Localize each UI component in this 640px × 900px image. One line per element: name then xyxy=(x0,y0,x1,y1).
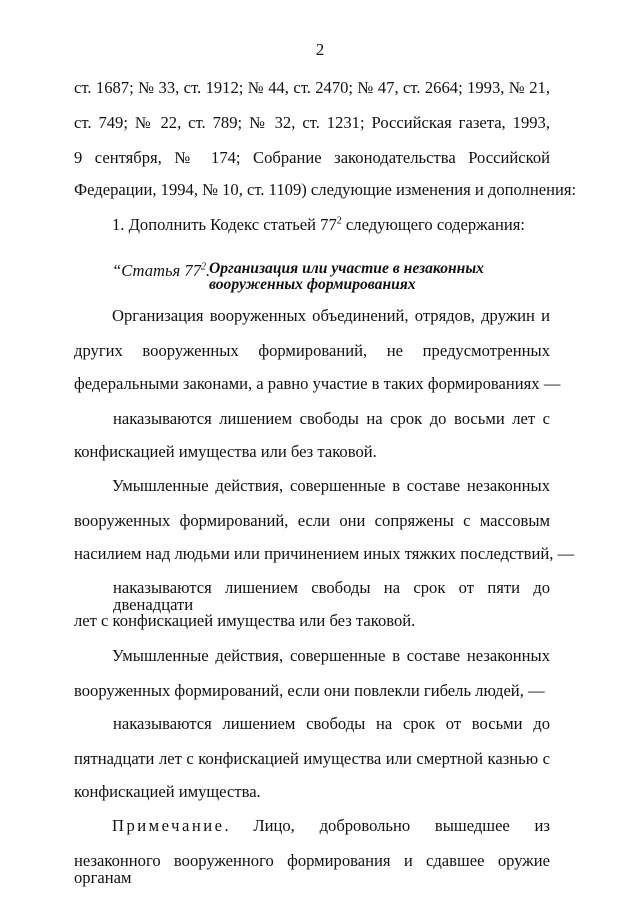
note-line-1-text: . Лицо, добровольно вышедшее из xyxy=(224,816,550,835)
article-heading xyxy=(112,260,512,293)
article-label-superscript: 2 xyxy=(201,261,207,273)
body-line-12: вооруженных формирований, если они повлекли гибель людей, — xyxy=(74,681,545,700)
intro-line-1: ст. 1687; № 33, ст. 1912; № 44, ст. 2470; № 47, ст. 2664; 1993, № 21, xyxy=(74,78,550,97)
article-title-line-1: Организация или участие в незаконных xyxy=(209,260,484,277)
body-line-9: наказываются лишением свободы на срок от пяти до двенадцати xyxy=(113,578,550,614)
body-line-3: федеральными законами, а равно участие в таких формированиях — xyxy=(74,374,561,393)
body-line-7: вооруженных формирований, если они сопряжены с массовым xyxy=(74,511,550,530)
note-line-1 xyxy=(112,818,550,835)
note-line-2: незаконного вооруженного формирования и сдавшее оружие органам xyxy=(74,851,550,887)
body-line-8: насилием над людьми или причинением иных тяжких последствий, — xyxy=(74,544,575,563)
page-number: 2 xyxy=(315,40,325,59)
body-line-11: Умышленные действия, совершенные в составе незаконных xyxy=(112,646,550,665)
body-line-6: Умышленные действия, совершенные в составе незаконных xyxy=(112,476,550,495)
article-label-text: “Статья 77 xyxy=(112,261,202,280)
body-line-13: наказываются лишением свободы на срок от восьми до xyxy=(113,714,550,733)
item1-superscript: 2 xyxy=(336,215,342,227)
intro-line-2: ст. 749; № 22, ст. 789; № 32, ст. 1231; Российская газета, 1993, xyxy=(74,113,550,132)
amendment-item-1 xyxy=(112,217,588,234)
body-line-4: наказываются лишением свободы на срок до восьми лет с xyxy=(113,409,550,428)
body-line-2: других вооруженных формирований, не предусмотренных xyxy=(74,341,550,360)
article-title xyxy=(209,261,509,293)
body-line-5: конфискацией имущества или без таковой. xyxy=(74,442,377,461)
body-line-10: лет с конфискацией имущества или без таковой. xyxy=(74,611,416,630)
body-line-1: Организация вооруженных объединений, отрядов, дружин и xyxy=(112,306,550,325)
body-line-15: конфискацией имущества. xyxy=(74,782,261,801)
article-label xyxy=(112,261,210,280)
item1-text-end: следующего содержания: xyxy=(341,215,525,234)
note-label: Примечание xyxy=(112,816,225,835)
article-label-dot: . xyxy=(206,261,211,280)
intro-line-4: Федерации, 1994, № 10, ст. 1109) следующие изменения и дополнения: xyxy=(74,180,577,199)
intro-line-3: 9 сентября, № 174; Собрание законодательства Российской xyxy=(74,148,550,167)
article-title-line-2: вооруженных формированиях xyxy=(209,276,416,293)
item1-text: 1. Дополнить Кодекс статьей 77 xyxy=(112,215,337,234)
body-line-14: пятнадцати лет с конфискацией имущества или смертной казнью с xyxy=(74,749,550,768)
